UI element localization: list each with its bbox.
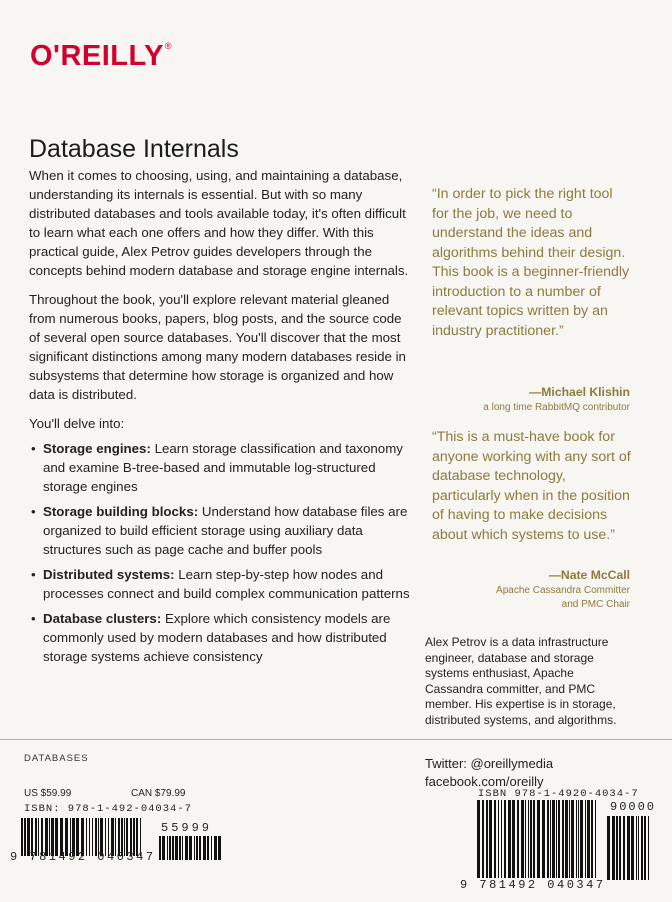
barcode-bar — [167, 836, 168, 860]
barcode-bar — [580, 800, 583, 878]
barcode-bar — [619, 816, 621, 880]
social-links — [425, 755, 553, 791]
topic-item-storage-engines — [43, 439, 414, 496]
registered-mark: ® — [164, 41, 173, 51]
quote-author-mccall: —Nate McCall — [548, 568, 630, 582]
topics-intro: You'll delve into: — [29, 416, 125, 431]
quote-role-mccall: Apache Cassandra Committer and PMC Chair — [496, 585, 630, 610]
barcode-bar — [517, 800, 519, 878]
barcode-bar — [196, 836, 198, 860]
barcode-bar — [185, 836, 188, 860]
barcode-bar — [207, 836, 209, 860]
barcode-bar — [547, 800, 549, 878]
divider — [0, 739, 672, 740]
barcode-bar — [218, 836, 221, 860]
barcode-right-addon — [606, 816, 650, 880]
topic-text: Learn step-by-step how nodes and processes connect and build complex communication patterns — [43, 567, 410, 601]
barcode-bar — [489, 800, 492, 878]
barcode-bar — [528, 800, 529, 878]
addon-digits-left: 55999 — [161, 821, 213, 835]
topic-item-database-clusters — [43, 609, 414, 666]
barcode-bar — [636, 816, 637, 880]
barcode-bar — [508, 800, 511, 878]
barcode-bar — [501, 800, 502, 878]
topic-label: Storage building blocks: — [43, 504, 199, 519]
description-paragraph-2: Throughout the book, you'll explore relevant material gleaned from numerous books, papers, blog posts, and the source code of several open source databases. You'll discover that the most significant distinctions among many modern databases reside in subsystems that determine how storage is organized and how data is distributed. — [29, 292, 406, 402]
price-can: CAN $79.99 — [131, 788, 186, 799]
barcode-bar — [172, 836, 174, 860]
barcode-bar — [203, 836, 206, 860]
barcode-bar — [498, 800, 499, 878]
topic-label: Database clusters: — [43, 611, 162, 626]
barcode-bar — [525, 800, 526, 878]
barcode-bar — [482, 800, 484, 878]
barcode-bar — [616, 816, 618, 880]
barcode-bar — [644, 816, 646, 880]
barcode-bar — [189, 836, 192, 860]
barcode-bar — [595, 800, 596, 878]
barcode-bar — [623, 816, 625, 880]
addon-digits-right: 90000 — [610, 800, 657, 814]
barcode-bar — [587, 800, 590, 878]
barcode-bar — [558, 800, 560, 878]
price-us: US $59.99 — [24, 788, 72, 799]
barcode-bar — [169, 836, 171, 860]
facebook-url: facebook.com/oreilly — [425, 774, 544, 789]
barcode-bar — [533, 800, 535, 878]
barcode-bar — [556, 800, 557, 878]
barcode-bar — [182, 836, 183, 860]
barcode-bar — [552, 800, 555, 878]
barcode-bar — [612, 816, 615, 880]
description-paragraph-1: When it comes to choosing, using, and maintaining a database, understanding its internals is essential. But with so many distributed databases and tools available today, it's often difficult to learn what each one offers and how they differ. With this practical guide, Alex Petrov guides developers through the concepts behind modern database and storage engine internals. — [29, 168, 409, 278]
barcode-bar — [578, 800, 579, 878]
barcode-bar — [194, 836, 195, 860]
barcode-bar — [585, 800, 586, 878]
barcode-left-addon — [158, 836, 222, 860]
barcode-bar — [530, 800, 532, 878]
barcode-bar — [542, 800, 545, 878]
barcode-bar — [571, 800, 574, 878]
quote-mccall: “This is a must-have book for anyone working with any sort of database technology, particularly when in the position of having to make decisions about which systems to use.” — [432, 429, 631, 543]
topic-label: Distributed systems: — [43, 567, 175, 582]
oreilly-logo — [30, 42, 172, 71]
barcode-bar — [477, 800, 480, 878]
barcode-bar — [641, 816, 643, 880]
topic-text: Understand how database files are organized to build efficient storage using auxiliary data structures such as page cache and buffer pools — [43, 504, 408, 557]
author-bio: Alex Petrov is a data infrastructure engineer, database and storage systems enthusiast, Apache Cassandra committer, and PMC member. His expertise is in storage, distributed systems, and algorithms. — [425, 635, 617, 727]
barcode-bar — [562, 800, 564, 878]
quote-klishin: “In order to pick the right tool for the job, we need to understand the ideas and algorithms behind their design. This book is a beginner-friendly introduction to a number of relevant topics written by an industry practitioner.” — [432, 186, 630, 339]
topics-list — [29, 439, 414, 666]
barcode-bar — [591, 800, 593, 878]
category-label: DATABASES — [24, 753, 89, 764]
barcode-bar — [627, 816, 630, 880]
barcode-bar — [175, 836, 178, 860]
barcode-bar — [576, 800, 577, 878]
isbn-right: ISBN 978-1-4920-4034-7 — [478, 788, 639, 800]
quote-author-klishin: —Michael Klishin — [529, 385, 630, 399]
barcode-bar — [565, 800, 568, 878]
topic-text: Explore which consistency models are commonly used by modern databases and how distributed storage systems achieve consistency — [43, 611, 391, 664]
barcode-digits-left: 9 781492 040347 — [10, 850, 156, 864]
quote-role-klishin: a long time RabbitMQ contributor — [483, 402, 630, 413]
barcode-bar — [607, 816, 610, 880]
barcode-right-main — [476, 800, 598, 878]
logo-text: O'REILLY — [30, 40, 164, 72]
barcode-bar — [494, 800, 496, 878]
topic-item-distributed-systems — [43, 565, 414, 603]
barcode-bar — [199, 836, 201, 860]
barcode-bar — [179, 836, 181, 860]
barcode-digits-right: 9 781492 040347 — [460, 878, 606, 892]
topic-item-storage-building-blocks — [43, 502, 414, 559]
book-title: Database Internals — [29, 134, 239, 163]
twitter-handle: Twitter: @oreillymedia — [425, 756, 554, 771]
topic-label: Storage engines: — [43, 441, 151, 456]
topic-text: Learn storage classification and taxonomy and examine B-tree-based and immutable log-structured storage engines — [43, 441, 403, 494]
barcode-bar — [521, 800, 524, 878]
barcode-bar — [159, 836, 161, 860]
barcode-bar — [638, 816, 639, 880]
barcode-bar — [631, 816, 634, 880]
barcode-bar — [512, 800, 515, 878]
book-description — [29, 166, 414, 672]
isbn-left: ISBN: 978-1-492-04034-7 — [24, 803, 192, 815]
barcode-bar — [550, 800, 551, 878]
barcode-bar — [648, 816, 649, 880]
barcode-bar — [214, 836, 217, 860]
barcode-bar — [162, 836, 165, 860]
barcode-bar — [504, 800, 506, 878]
barcode-bar — [569, 800, 570, 878]
barcode-bar — [486, 800, 488, 878]
barcode-bar — [211, 836, 212, 860]
barcode-bar — [537, 800, 540, 878]
